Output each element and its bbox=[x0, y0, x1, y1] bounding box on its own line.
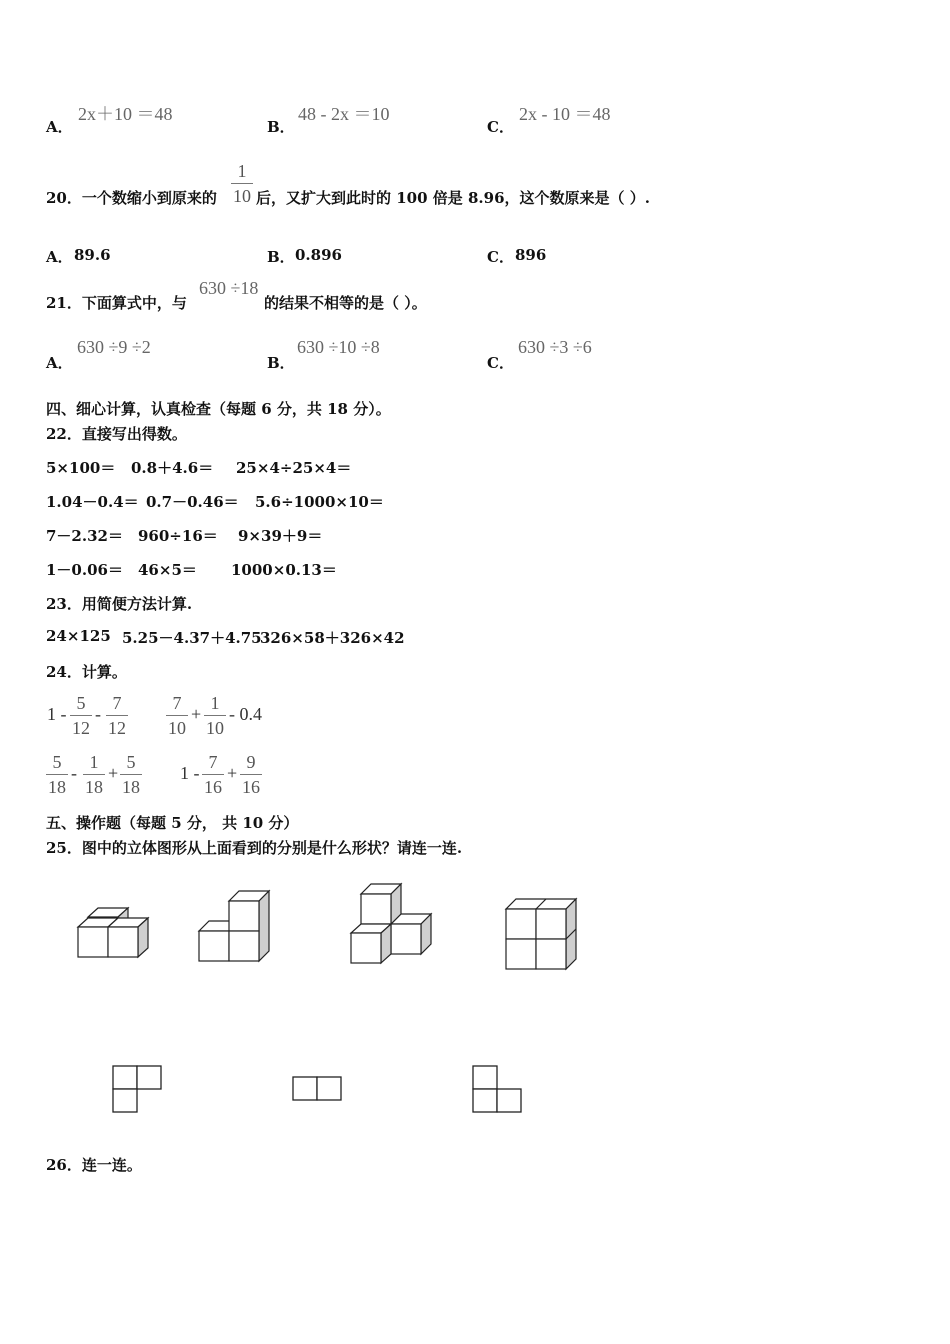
q24-e2-fraction-1 bbox=[166, 692, 188, 739]
fraction-bar bbox=[83, 774, 105, 775]
q21-option-b-label: B． bbox=[267, 354, 295, 372]
q20-option-c-value: 896 bbox=[515, 246, 547, 264]
frac-num: 7 bbox=[208, 752, 218, 772]
fraction-bar bbox=[106, 715, 128, 716]
q21-expr: 630 ÷18 bbox=[199, 278, 259, 298]
q21-option-c-label: C． bbox=[487, 354, 514, 372]
q22-item: 1.04－0.4＝ bbox=[46, 493, 139, 511]
q22-item: 5×100＝ bbox=[46, 459, 116, 477]
q22-item: 46×5＝ bbox=[138, 561, 197, 579]
q24-e3-op2: + bbox=[108, 763, 119, 783]
q25-figures bbox=[0, 870, 950, 1130]
frac-num: 1 bbox=[210, 693, 220, 713]
frac-den: 18 bbox=[48, 777, 66, 797]
q20-frac-num: 1 bbox=[237, 161, 247, 181]
q22-item: 9×39＋9＝ bbox=[238, 527, 323, 545]
q22-item: 7－2.32＝ bbox=[46, 527, 123, 545]
q22-item: 25×4÷25×4＝ bbox=[236, 459, 352, 477]
q22-item: 0.7－0.46＝ bbox=[146, 493, 239, 511]
q20-fraction bbox=[231, 160, 253, 207]
q23-item: 24×125 bbox=[46, 627, 111, 645]
q24-e1-lead: 1 - bbox=[47, 704, 67, 724]
q20-frac-den: 10 bbox=[233, 186, 251, 206]
q22-item: 1－0.06＝ bbox=[46, 561, 123, 579]
q24-e1-op1: - bbox=[95, 704, 101, 724]
frac-num: 5 bbox=[126, 752, 136, 772]
solid-1 bbox=[78, 908, 148, 957]
q19-option-a-label: A． bbox=[46, 118, 73, 136]
q19-option-b-expr: 48 - 2x ＝10 bbox=[298, 104, 390, 124]
q25-title: 25．图中的立体图形从上面看到的分别是什么形状？请连一连. bbox=[46, 839, 463, 857]
q23-item: 326×58＋326×42 bbox=[260, 629, 405, 647]
q22-item: 0.8＋4.6＝ bbox=[131, 459, 214, 477]
fraction-bar bbox=[240, 774, 262, 775]
frac-num: 9 bbox=[246, 752, 256, 772]
q22-title: 22．直接写出得数。 bbox=[46, 425, 187, 443]
frac-num: 7 bbox=[112, 693, 122, 713]
frac-den: 18 bbox=[122, 777, 140, 797]
q24-e4-lead: 1 - bbox=[180, 763, 200, 783]
solid-3 bbox=[351, 884, 431, 963]
q24-e4-op1: + bbox=[227, 763, 238, 783]
q19-option-a-expr: 2x＋10 ＝48 bbox=[78, 104, 173, 124]
q21-option-b-expr: 630 ÷10 ÷8 bbox=[297, 337, 380, 357]
fraction-bar bbox=[70, 715, 92, 716]
q21-option-c-expr: 630 ÷3 ÷6 bbox=[518, 337, 592, 357]
frac-den: 16 bbox=[242, 777, 260, 797]
section-4-title: 四、细心计算，认真检查（每题 6 分，共 18 分）。 bbox=[46, 400, 391, 418]
q19-option-c-expr: 2x - 10 ＝48 bbox=[519, 104, 611, 124]
frac-den: 12 bbox=[108, 718, 126, 738]
q21-option-a-label: A． bbox=[46, 354, 73, 372]
q24-e2-op1: + bbox=[191, 704, 202, 724]
solid-2 bbox=[199, 891, 269, 961]
q20-prefix: 20．一个数缩小到原来的 bbox=[46, 189, 217, 207]
q22-item: 5.6÷1000×10＝ bbox=[255, 493, 384, 511]
q23-item: 5.25－4.37＋4.75 bbox=[122, 629, 262, 647]
q26-title: 26．连一连。 bbox=[46, 1156, 142, 1174]
q24-e3-op1: - bbox=[71, 763, 77, 783]
q20-option-b-value: 0.896 bbox=[295, 246, 342, 264]
section-5-title: 五、操作题（每题 5 分， 共 10 分） bbox=[46, 814, 299, 832]
q19-option-c-label: C． bbox=[487, 118, 514, 136]
q20-option-a-label: A． bbox=[46, 248, 73, 266]
q24-e4-fraction-2 bbox=[240, 751, 262, 798]
frac-den: 12 bbox=[72, 718, 90, 738]
q24-e1-fraction-2 bbox=[106, 692, 128, 739]
q21-option-a-expr: 630 ÷9 ÷2 bbox=[77, 337, 151, 357]
fraction-bar bbox=[231, 183, 253, 184]
frac-den: 10 bbox=[168, 718, 186, 738]
frac-den: 18 bbox=[85, 777, 103, 797]
q21-suffix: 的结果不相等的是（ ）。 bbox=[264, 294, 427, 312]
fraction-bar bbox=[166, 715, 188, 716]
fraction-bar bbox=[204, 715, 226, 716]
frac-num: 1 bbox=[89, 752, 99, 772]
solid-4 bbox=[506, 899, 576, 969]
q20-suffix: 后，又扩大到此时的 100 倍是 8.96，这个数原来是（ ）. bbox=[256, 189, 650, 207]
q24-e2-tail: - 0.4 bbox=[229, 704, 262, 724]
q24-e2-fraction-2 bbox=[204, 692, 226, 739]
q24-e3-fraction-1 bbox=[46, 751, 68, 798]
q24-e4-fraction-1 bbox=[202, 751, 224, 798]
top-view-3 bbox=[473, 1066, 521, 1112]
q24-e3-fraction-3 bbox=[120, 751, 142, 798]
frac-den: 16 bbox=[204, 777, 222, 797]
frac-num: 7 bbox=[172, 693, 182, 713]
fraction-bar bbox=[202, 774, 224, 775]
q24-e3-fraction-2 bbox=[83, 751, 105, 798]
top-view-1 bbox=[113, 1066, 161, 1112]
fraction-bar bbox=[120, 774, 142, 775]
top-view-2 bbox=[293, 1077, 341, 1100]
q20-option-c-label: C． bbox=[487, 248, 514, 266]
frac-den: 10 bbox=[206, 718, 224, 738]
q21-prefix: 21．下面算式中，与 bbox=[46, 294, 187, 312]
q22-item: 1000×0.13＝ bbox=[231, 561, 337, 579]
q20-option-b-label: B． bbox=[267, 248, 295, 266]
q20-option-a-value: 89.6 bbox=[74, 246, 111, 264]
fraction-bar bbox=[46, 774, 68, 775]
q22-item: 960÷16＝ bbox=[138, 527, 218, 545]
q23-title: 23．用简便方法计算. bbox=[46, 595, 193, 613]
q19-option-b-label: B． bbox=[267, 118, 295, 136]
q24-title: 24．计算。 bbox=[46, 663, 127, 681]
frac-num: 5 bbox=[76, 693, 86, 713]
frac-num: 5 bbox=[52, 752, 62, 772]
q24-e1-fraction-1 bbox=[70, 692, 92, 739]
